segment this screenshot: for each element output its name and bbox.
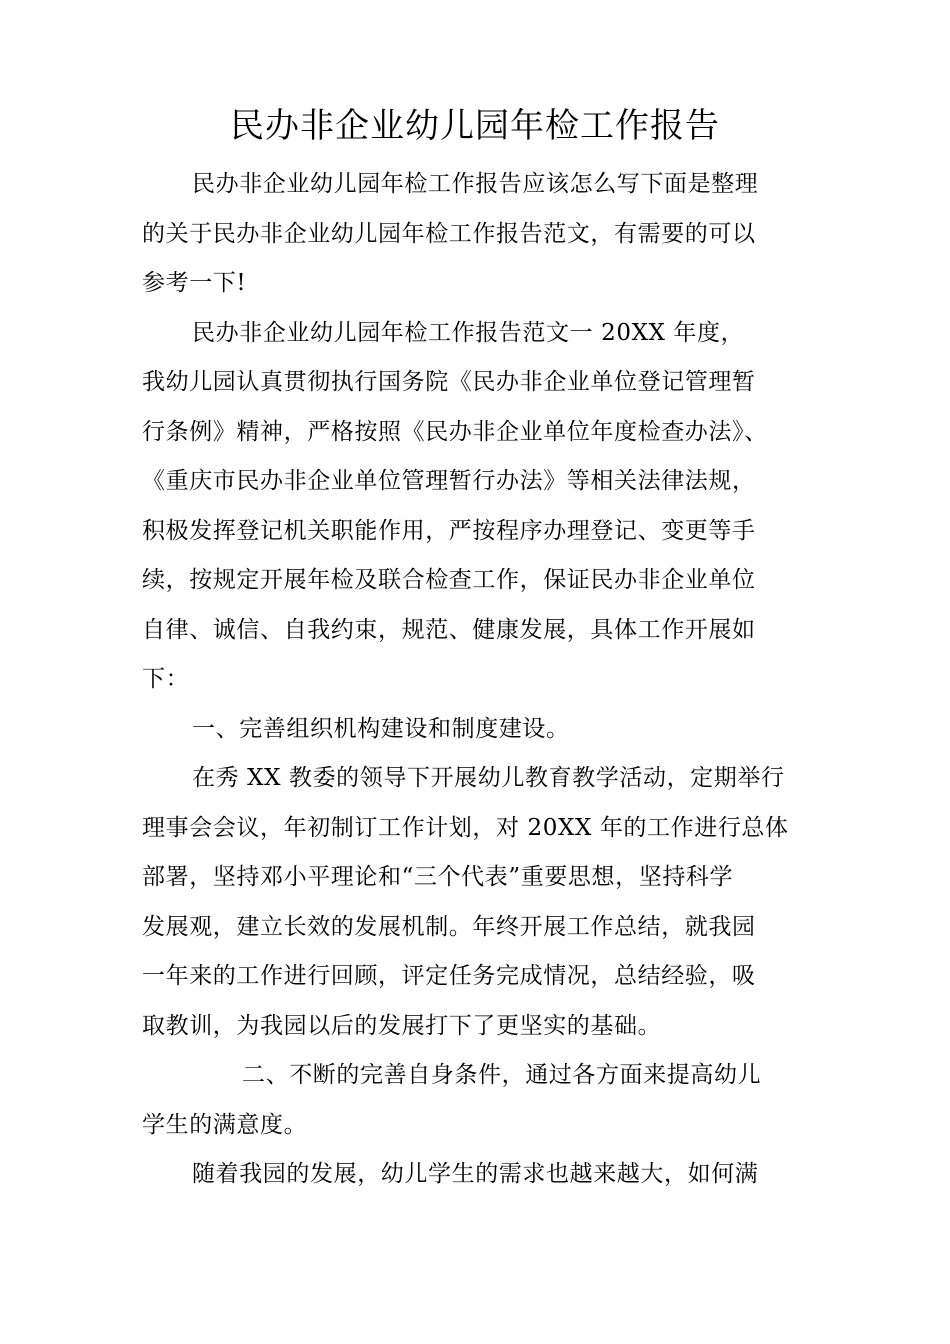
paragraph-line: 自律、诚信、自我约束，规范、健康发展，具体工作开展如 bbox=[142, 616, 756, 643]
paragraph-line: 续，按规定开展年检及联合检查工作，保证民办非企业单位 bbox=[142, 567, 756, 593]
paragraph-line: 民办非企业幼儿园年检工作报告范文一 20XX 年度， bbox=[192, 319, 745, 346]
paragraph-line: 参考一下! bbox=[142, 270, 247, 296]
section-heading: 二、不断的完善自身条件，通过各方面来提高幼儿 bbox=[242, 1062, 762, 1088]
section-heading: 学生的满意度。 bbox=[142, 1111, 308, 1138]
section-heading: 一、完善组织机构建设和制度建设。 bbox=[192, 715, 570, 742]
paragraph-line: 行条例》精神，严格按照《民办非企业单位年度检查办法》、 bbox=[142, 418, 768, 445]
paragraph-line: 下： bbox=[142, 666, 190, 692]
paragraph-line: 我幼儿园认真贯彻执行国务院《民办非企业单位登记管理暂 bbox=[142, 369, 756, 395]
paragraph-line: 发展观，建立长效的发展机制。年终开展工作总结，就我园 bbox=[142, 913, 756, 940]
paragraph-line: 部署，坚持邓小平理论和“三个代表”重要思想，坚持科学 bbox=[142, 864, 734, 890]
document-title: 民办非企业幼儿园年检工作报告 bbox=[230, 106, 720, 146]
paragraph-line: 民办非企业幼儿园年检工作报告应该怎么写下面是整理 bbox=[192, 171, 759, 197]
paragraph-line: 积极发挥登记机关职能作用，严按程序办理登记、变更等手 bbox=[142, 517, 756, 544]
paragraph-line: 的关于民办非企业幼儿园年检工作报告范文，有需要的可以 bbox=[142, 220, 756, 247]
paragraph-line: 一年来的工作进行回顾，评定任务完成情况，总结经验，吸 bbox=[142, 963, 756, 989]
paragraph-line: 理事会会议，年初制订工作计划，对 20XX 年的工作进行总体 bbox=[142, 814, 789, 841]
paragraph-line: 《重庆市民办非企业单位管理暂行办法》等相关法律法规， bbox=[142, 468, 756, 494]
paragraph-line: 取教训，为我园以后的发展打下了更坚实的基础。 bbox=[142, 1012, 662, 1039]
paragraph-line: 随着我园的发展，幼儿学生的需求也越来越大，如何满 bbox=[192, 1161, 759, 1187]
paragraph-line: 在秀 XX 教委的领导下开展幼儿教育教学活动，定期举行 bbox=[192, 765, 785, 791]
document-body bbox=[142, 160, 812, 1200]
